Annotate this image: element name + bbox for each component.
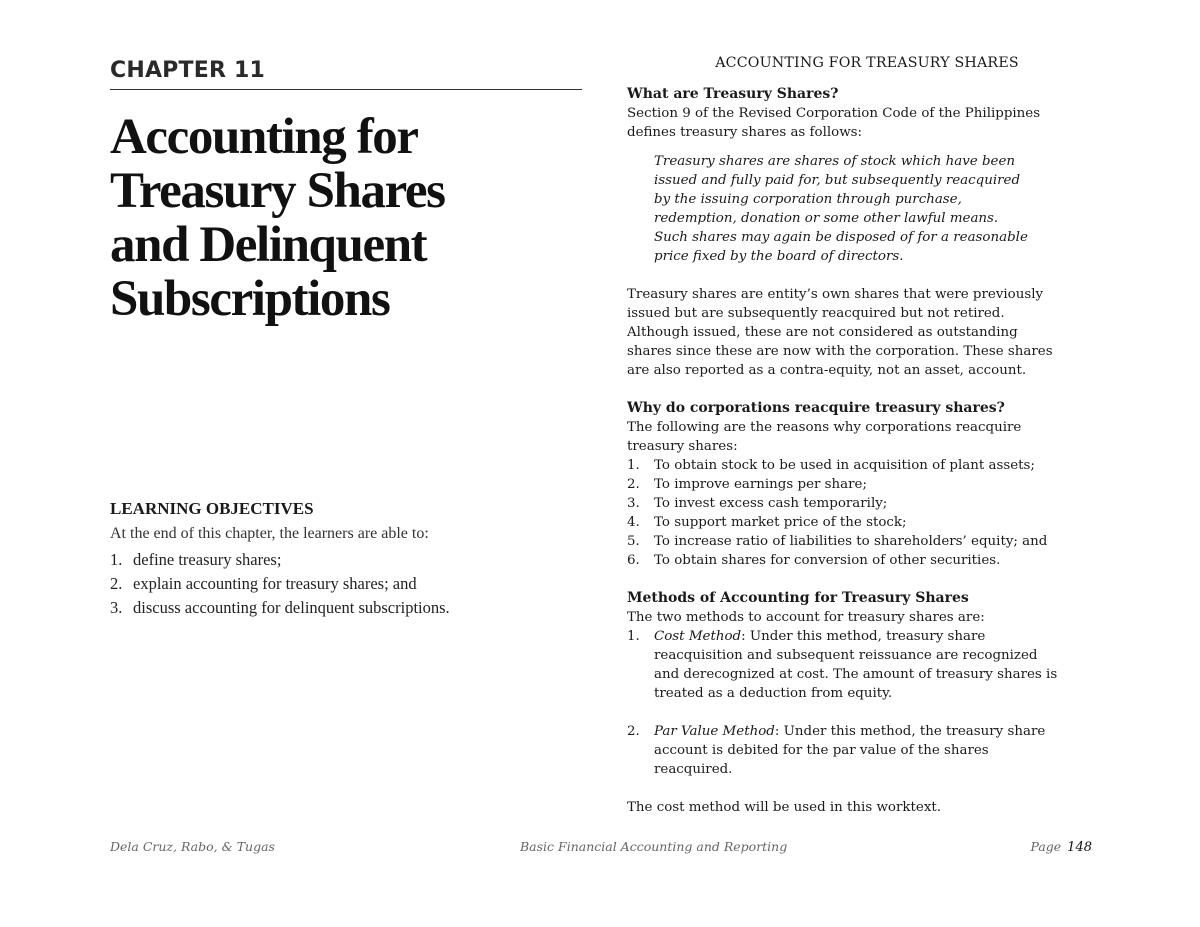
list-item [110, 572, 582, 596]
running-head: ACCOUNTING FOR TREASURY SHARES [715, 55, 1019, 71]
list-text: To increase ratio of liabilities to shareholders’ equity; and [654, 534, 1048, 549]
text-line: issued but are subsequently reacquired but not retired. [627, 306, 1005, 321]
right-page [627, 54, 1097, 817]
legal-quote [654, 152, 1074, 266]
list-text: To invest excess cash temporarily; [654, 496, 888, 511]
text-fragment: : Under this method, treasury share [741, 629, 986, 644]
learning-objectives-intro: At the end of this chapter, the learners are able to: [110, 525, 429, 542]
page-number: 148 [1067, 840, 1092, 855]
list-number: 6. [627, 553, 640, 568]
learning-objectives-heading: LEARNING OBJECTIVES [110, 499, 314, 518]
left-page [110, 58, 582, 326]
list-text: explain accounting for treasury shares; and [133, 574, 417, 593]
chapter-title-line: Subscriptions [110, 271, 390, 327]
quote-line: price fixed by the board of directors. [654, 249, 904, 264]
list-number: 3. [110, 598, 123, 617]
method-term: Cost Method [654, 629, 742, 644]
list-item [627, 494, 1097, 513]
section-intro [627, 104, 1097, 142]
footer-page [1030, 839, 1092, 855]
list-number: 5. [627, 534, 640, 549]
quote-line: Treasury shares are shares of stock which have been [654, 154, 1015, 169]
footer-page-label: Page [1030, 839, 1062, 854]
list-number: 2. [110, 574, 123, 593]
list-text: To support market price of the stock; [654, 515, 907, 530]
list-number: 4. [627, 515, 640, 530]
section-heading-what-are: What are Treasury Shares? [627, 86, 839, 102]
list-number: 3. [627, 496, 640, 511]
quote-line: by the issuing corporation through purchase, [654, 192, 962, 207]
text-line: treated as a deduction from equity. [654, 686, 893, 701]
list-item [627, 551, 1097, 570]
list-item [627, 513, 1097, 532]
list-number: 1. [627, 458, 640, 473]
list-text: define treasury shares; [133, 550, 282, 569]
text-line: Although issued, these are not considered as outstanding [627, 325, 1018, 340]
list-number: 2. [627, 477, 640, 492]
text-line: shares since these are now with the corporation. These shares [627, 344, 1053, 359]
method-term: Par Value Method [654, 724, 775, 739]
methods-list-cont [627, 722, 1097, 779]
footer-book-title: Basic Financial Accounting and Reporting [520, 839, 788, 854]
learning-objectives [110, 499, 582, 620]
list-text: To improve earnings per share; [654, 477, 867, 492]
text-line: are also reported as a contra-equity, not an asset, account. [627, 363, 1027, 378]
text-line: The following are the reasons why corporations reacquire [627, 420, 1022, 435]
section-heading-methods: Methods of Accounting for Treasury Shares [627, 590, 969, 606]
text-line: reacquisition and subsequent reissuance are recognized [654, 648, 1038, 663]
text-line: account is debited for the par value of the shares [654, 743, 989, 758]
quote-line: issued and fully paid for, but subsequently reacquired [654, 173, 1021, 188]
chapter-label: CHAPTER 11 [110, 58, 582, 90]
section-body [627, 285, 1097, 380]
text-line: Treasury shares are entity’s own shares that were previously [627, 287, 1044, 302]
list-text: To obtain shares for conversion of other securities. [654, 553, 1001, 568]
list-text: To obtain stock to be used in acquisition of plant assets; [654, 458, 1035, 473]
text-line: defines treasury shares as follows: [627, 125, 863, 140]
list-item [110, 596, 582, 620]
list-text [654, 627, 1097, 703]
closing-sentence: The cost method will be used in this worktext. [627, 800, 942, 815]
page-footer [110, 839, 1092, 857]
chapter-title-line: Treasury Shares [110, 163, 445, 219]
methods-list [627, 627, 1097, 703]
quote-line: redemption, donation or some other lawful means. [654, 211, 999, 226]
list-item [110, 548, 582, 572]
section-heading-why-reacquire: Why do corporations reacquire treasury shares? [627, 400, 1005, 416]
text-line: reacquired. [654, 762, 733, 777]
section-intro [627, 418, 1097, 456]
chapter-title-line: Accounting for [110, 109, 418, 165]
list-text: discuss accounting for delinquent subscriptions. [133, 598, 450, 617]
text-line: Section 9 of the Revised Corporation Code of the Philippines [627, 106, 1041, 121]
list-item [627, 456, 1097, 475]
list-text [654, 722, 1097, 779]
list-number: 2. [627, 724, 640, 739]
list-item [627, 722, 1097, 779]
quote-line: Such shares may again be disposed of for a reasonable [654, 230, 1028, 245]
reasons-list [627, 456, 1097, 570]
list-item [627, 532, 1097, 551]
list-item [627, 475, 1097, 494]
list-number: 1. [110, 550, 123, 569]
section-intro: The two methods to account for treasury shares are: [627, 610, 985, 625]
chapter-title [110, 110, 582, 326]
footer-authors: Dela Cruz, Rabo, & Tugas [110, 839, 275, 854]
text-line: treasury shares: [627, 439, 738, 454]
list-item [627, 627, 1097, 703]
text-line: and derecognized at cost. The amount of treasury shares is [654, 667, 1058, 682]
learning-objectives-list [110, 548, 582, 620]
chapter-title-line: and Delinquent [110, 217, 427, 273]
list-number: 1. [627, 629, 640, 644]
text-fragment: : Under this method, the treasury share [774, 724, 1046, 739]
